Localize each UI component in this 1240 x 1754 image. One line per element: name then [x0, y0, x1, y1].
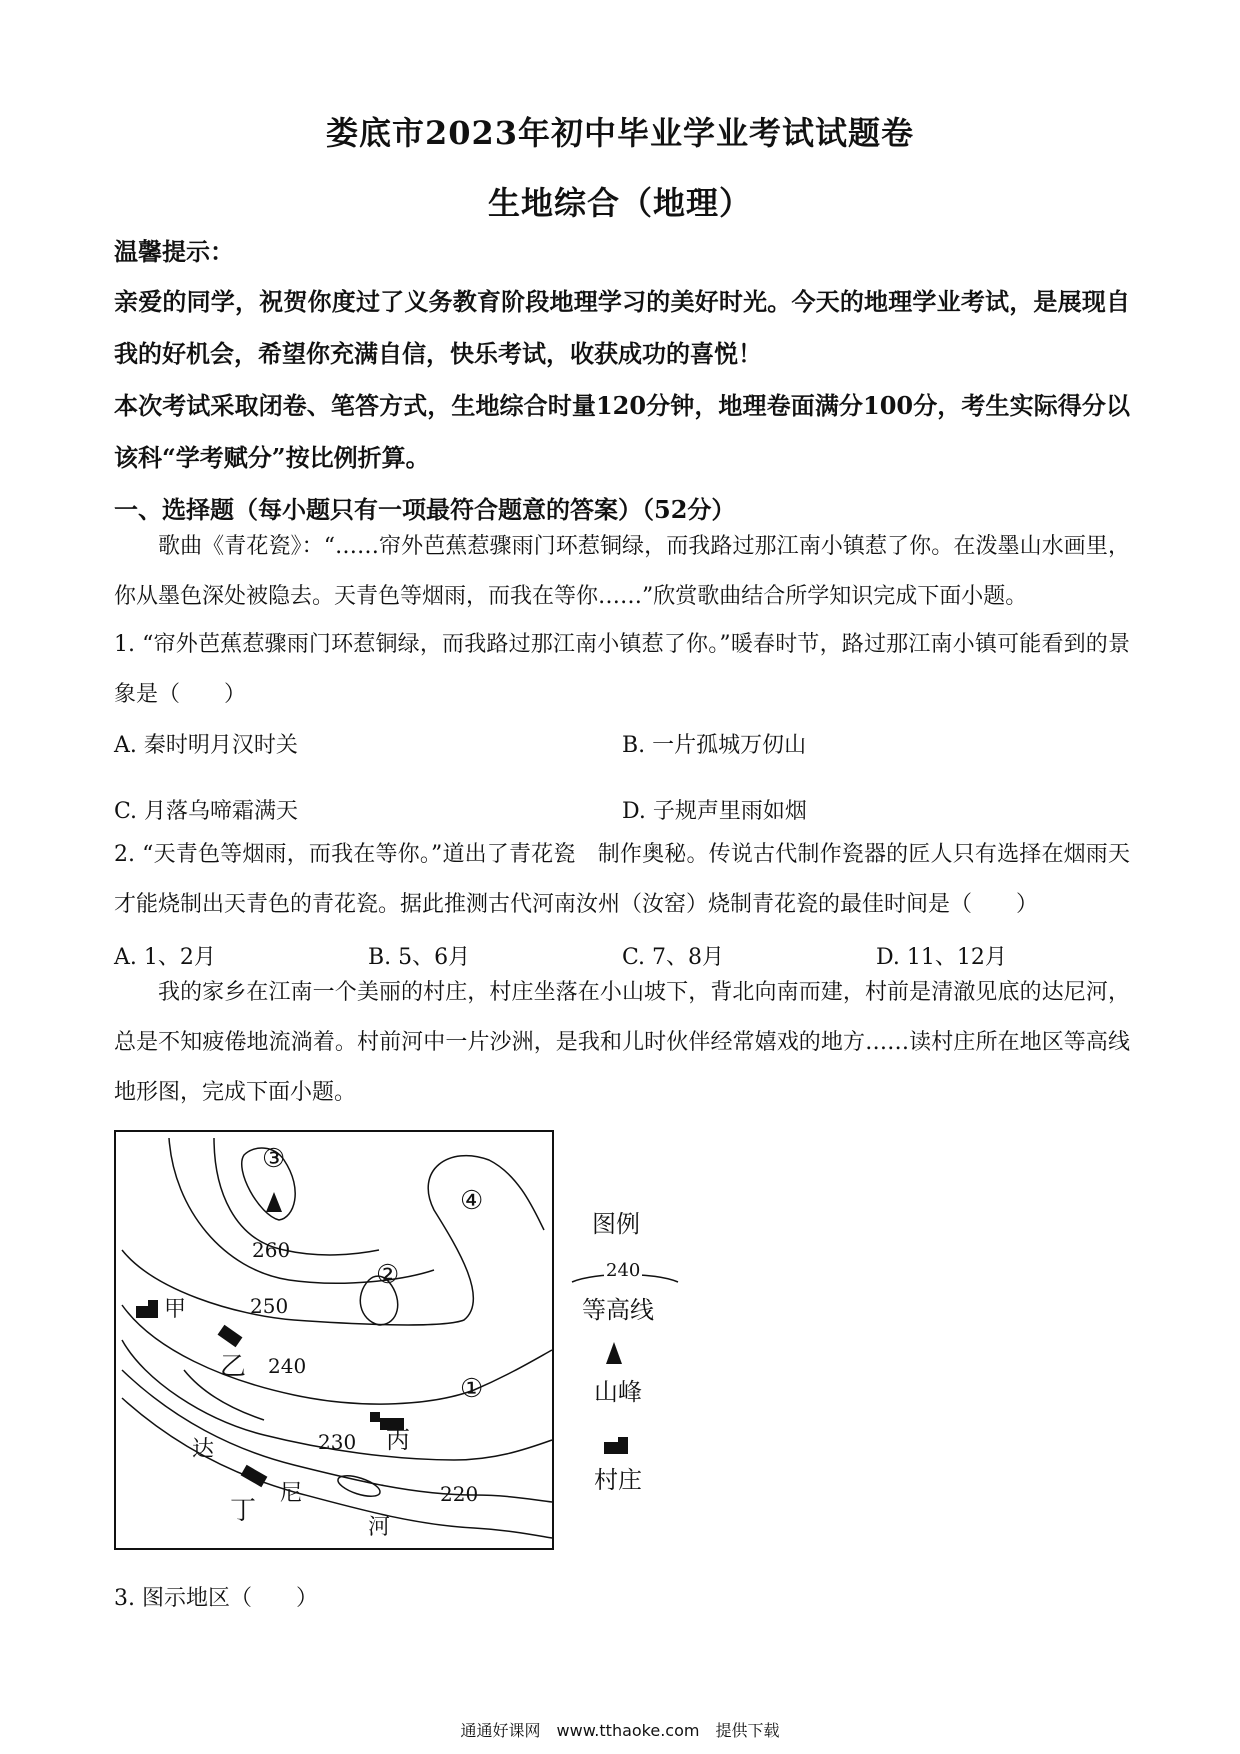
contour-label-250: 250	[250, 1294, 289, 1318]
contour-label-220: 220	[440, 1482, 479, 1506]
legend-village-label: 村庄	[594, 1466, 642, 1494]
tips-label: 温馨提示：	[114, 237, 234, 266]
legend-peak-icon	[604, 1340, 624, 1366]
question-1-option-a: A. 秦时明月汉时关	[114, 733, 298, 758]
contour-label-230: 230	[318, 1430, 357, 1454]
legend-contour-label: 等高线	[582, 1296, 654, 1324]
question-2-option-d: D. 11、12月	[876, 945, 1007, 970]
tips-paragraph-1: 亲爱的同学，祝贺你度过了义务教育阶段地理学习的美好时光。今天的地理学业考试，是展现自我的好机会，希望你充满自信，快乐考试，收获成功的喜悦！	[114, 287, 1130, 368]
contour-map	[114, 1130, 554, 1550]
village-bing-icon-top	[370, 1412, 380, 1422]
question-3-stem: 3. 图示地区（ ）	[114, 1586, 318, 1611]
river-char-da: 达	[192, 1437, 215, 1462]
question-2-option-a: A. 1、2月	[114, 945, 216, 970]
village-jia-label: 甲	[164, 1297, 187, 1322]
river-char-ni: 尼	[280, 1481, 303, 1506]
point-1-label: ①	[460, 1374, 484, 1404]
question-2-option-c: C. 7、8月	[622, 945, 725, 970]
question-1-option-d: D. 子规声里雨如烟	[622, 799, 807, 824]
section-1-title: 一、选择题（每小题只有一项最符合题意的答案）（52分）	[114, 495, 736, 524]
village-bing-label: 丙	[386, 1426, 410, 1454]
question-2-option-b: B. 5、6月	[368, 945, 471, 970]
tips-paragraph-2: 本次考试采取闭卷、笔答方式，生地综合时量120分钟，地理卷面满分100分，考生实际得分以该科“学考赋分”按比例折算。	[114, 391, 1130, 472]
village-ding-label: 丁	[230, 1496, 257, 1526]
question-2-stem: 2. “天青色等烟雨，而我在等你。”道出了青花瓷 制作奥秘。传说古代制作瓷器的匠人只有选择在烟雨天才能烧制出天青色的青花瓷。据此推测古代河南汝州（汝窑）烧制青花瓷的最佳时间是（ ）	[114, 842, 1130, 917]
section-1-intro: 歌曲《青花瓷》：“……帘外芭蕉惹骤雨门环惹铜绿，而我路过那江南小镇惹了你。在泼墨山水画里，你从墨色深处被隐去。天青色等烟雨，而我在等你……”欣赏歌曲结合所学知识完成下面小题。	[114, 534, 1130, 609]
point-2-label: ②	[376, 1260, 400, 1290]
contour-label-260: 260	[252, 1238, 291, 1262]
point-3-label: ③	[262, 1144, 286, 1174]
question-1-stem: 1. “帘外芭蕉惹骤雨门环惹铜绿，而我路过那江南小镇惹了你。”暖春时节，路过那江南小镇可能看到的景象是（ ）	[114, 632, 1130, 707]
village-yi-label: 乙	[220, 1352, 247, 1382]
legend-village-icon	[602, 1436, 632, 1456]
legend-peak-label: 山峰	[594, 1378, 642, 1406]
page-subtitle: 生地综合（地理）	[487, 184, 752, 222]
legend-contour-value: 240	[606, 1260, 641, 1281]
page-title: 娄底市2023年初中毕业学业考试试题卷	[325, 114, 915, 152]
question-1-option-c: C. 月落乌啼霜满天	[114, 799, 299, 824]
passage-2: 我的家乡在江南一个美丽的村庄，村庄坐落在小山坡下，背北向南而建，村前是清澈见底的达尼河，总是不知疲倦地流淌着。村前河中一片沙洲，是我和儿时伙伴经常嬉戏的地方……读村庄所在地区等高线地形图，完成下面小题。	[114, 980, 1130, 1105]
river-char-he: 河	[368, 1515, 391, 1540]
contour-label-240: 240	[268, 1354, 307, 1378]
page-footer: 通通好课网 www.tthaoke.com 提供下载	[460, 1721, 780, 1740]
village-jia-icon-top	[148, 1300, 158, 1310]
point-4-label: ④	[460, 1186, 484, 1216]
question-1-option-b: B. 一片孤城万仞山	[622, 733, 807, 758]
map-frame	[115, 1131, 553, 1549]
legend-title: 图例	[592, 1210, 640, 1238]
